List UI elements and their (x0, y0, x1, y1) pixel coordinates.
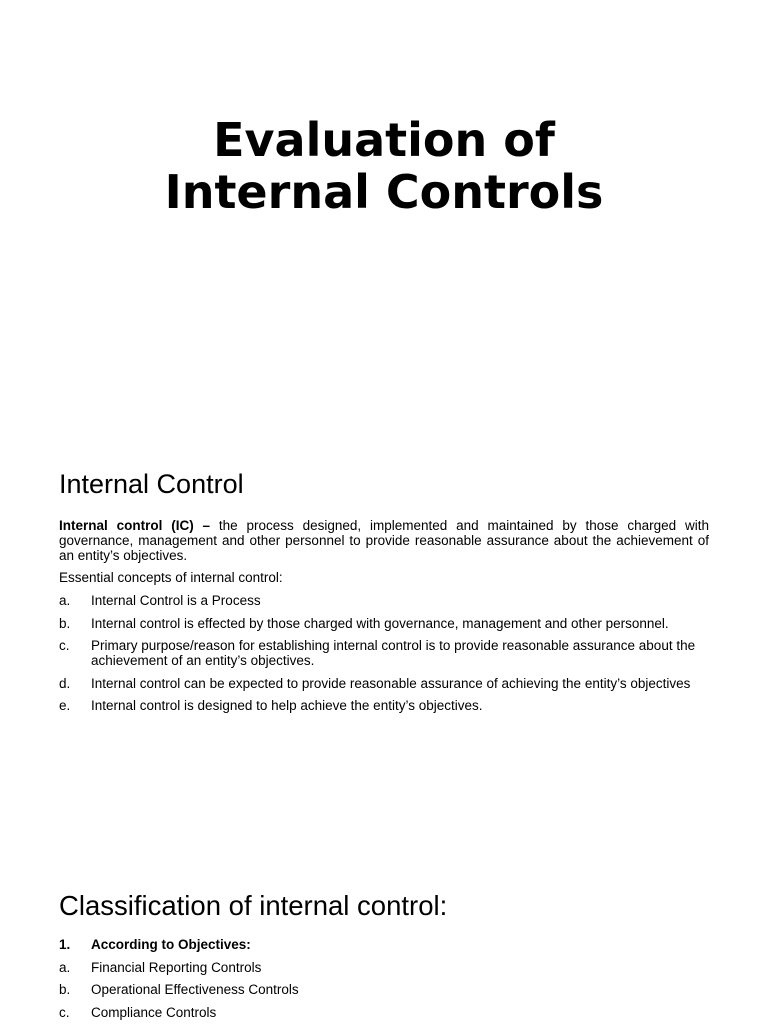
list-marker: 1. (59, 937, 71, 952)
classification-list (59, 937, 709, 1027)
list-item-text: Compliance Controls (91, 1004, 217, 1020)
list-item (59, 593, 709, 608)
list-marker: b. (59, 982, 71, 997)
list-item-text: Internal control is designed to help achieve the entity’s objectives. (91, 698, 483, 713)
list-marker: c. (59, 1004, 70, 1020)
list-item-text: Financial Reporting Controls (91, 959, 262, 975)
essential-concepts-intro: Essential concepts of internal control: (59, 570, 283, 585)
list-item (59, 638, 709, 668)
list-item-text: Operational Effectiveness Controls (91, 982, 299, 997)
document-title-line-2: Internal Controls (164, 165, 604, 219)
list-item (59, 698, 709, 713)
list-item (59, 616, 709, 631)
definition-term: Internal control (IC) – (59, 518, 211, 533)
document-title (0, 114, 768, 218)
list-marker: b. (59, 615, 71, 631)
list-item-text: Internal control is effected by those charged with governance, management and other personnel. (91, 615, 669, 631)
list-marker: e. (59, 698, 71, 713)
list-item (59, 982, 709, 997)
list-item (59, 1005, 709, 1020)
list-item-text: Internal control can be expected to provide reasonable assurance of achieving the entity’s objectives (91, 675, 691, 691)
definition-text: the process designed, implemented and maintained by those charged with governance, management and other personnel to provide reasonable assurance about the achievement of an entity’s objectives. (59, 518, 709, 563)
list-marker: d. (59, 675, 71, 691)
list-item (59, 937, 709, 952)
list-item-text: Internal Control is a Process (91, 593, 261, 608)
internal-control-definition (59, 518, 709, 563)
list-item-text: According to Objectives: (91, 937, 251, 952)
list-marker: a. (59, 593, 71, 608)
essential-concepts-list (59, 593, 709, 721)
document-title-line-1: Evaluation of (213, 113, 555, 167)
list-marker: a. (59, 959, 71, 975)
list-marker: c. (59, 638, 70, 653)
list-item (59, 676, 709, 691)
internal-control-heading: Internal Control (59, 469, 244, 499)
list-item (59, 960, 709, 975)
classification-heading: Classification of internal control: (59, 890, 448, 921)
list-item-text: Primary purpose/reason for establishing internal control is to provide reasonable assurance about the achievement of an entity’s objectives. (91, 638, 696, 668)
